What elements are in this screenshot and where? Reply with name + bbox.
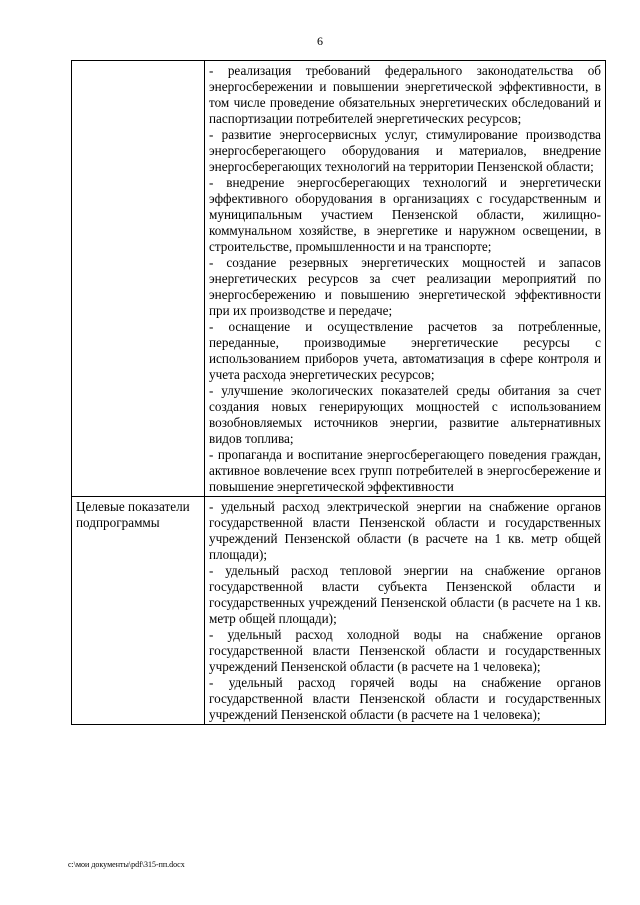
- list-item: - развитие энергосервисных услуг, стимулирование производства энергосберегающего оборудования и материалов, внедрение энергосберегающих технологий на территории Пензенской области;: [209, 127, 601, 174]
- list-item: - удельный расход тепловой энергии на снабжение органов государственной власти субъекта Пензенской области и государственных учреждений Пензенской области (в расчете на 1 кв. метр общей площади);: [209, 563, 601, 626]
- list-item: - оснащение и осуществление расчетов за потребленные, переданные, производимые энергетические ресурсы с использованием приборов учета, автоматизация в сфере контроля и учета расхода энергетических ресурсов;: [209, 319, 601, 382]
- list-item: - пропаганда и воспитание энергосберегающего поведения граждан, активное вовлечение всех групп потребителей в энергосбережение и повышение энергетической эффективности: [209, 447, 601, 494]
- row-label: Целевые показатели подпрограммы: [76, 499, 190, 530]
- page-number: 6: [317, 34, 323, 48]
- row-content-cell: [205, 497, 606, 725]
- footer-file-path: c:\мои документы\pdf\315-пп.docx: [68, 860, 185, 869]
- list-item: - улучшение экологических показателей среды обитания за счет создания новых генерирующих мощностей с использованием возобновляемых источников энергии, развитие альтернативных видов топлива;: [209, 383, 601, 446]
- table-row: [72, 61, 606, 497]
- subprogram-table: [71, 60, 606, 725]
- row-content-cell: [205, 61, 606, 497]
- row-label-cell: [72, 497, 205, 725]
- table-row: [72, 497, 606, 725]
- list-item: - внедрение энергосберегающих технологий и энергетически эффективного оборудования в организациях с государственным и муниципальным участием Пензенской области, жилищно-коммунальном хозяйстве, в энергетике и наружном освещении, в строительстве, промышленности и на транспорте;: [209, 175, 601, 254]
- list-item: - удельный расход электрической энергии на снабжение органов государственной власти Пензенской области и государственных учреждений Пензенской области (в расчете на 1 кв. метр общей площади);: [209, 499, 601, 562]
- list-item: - реализация требований федерального законодательства об энергосбережении и повышении энергетической эффективности, в том числе проведение обязательных энергетических обследований и паспортизации потребителей энергетических ресурсов;: [209, 63, 601, 126]
- list-item: - удельный расход холодной воды на снабжение органов государственной власти Пензенской области и государственных учреждений Пензенской области (в расчете на 1 человека);: [209, 627, 601, 674]
- row-label-cell: [72, 61, 205, 497]
- list-item: - удельный расход горячей воды на снабжение органов государственной власти Пензенской области и государственных учреждений Пензенской области (в расчете на 1 человека);: [209, 675, 601, 722]
- list-item: - создание резервных энергетических мощностей и запасов энергетических ресурсов за счет реализации мероприятий по энергосбережению и повышению энергетической эффективности при их производстве и передаче;: [209, 255, 601, 318]
